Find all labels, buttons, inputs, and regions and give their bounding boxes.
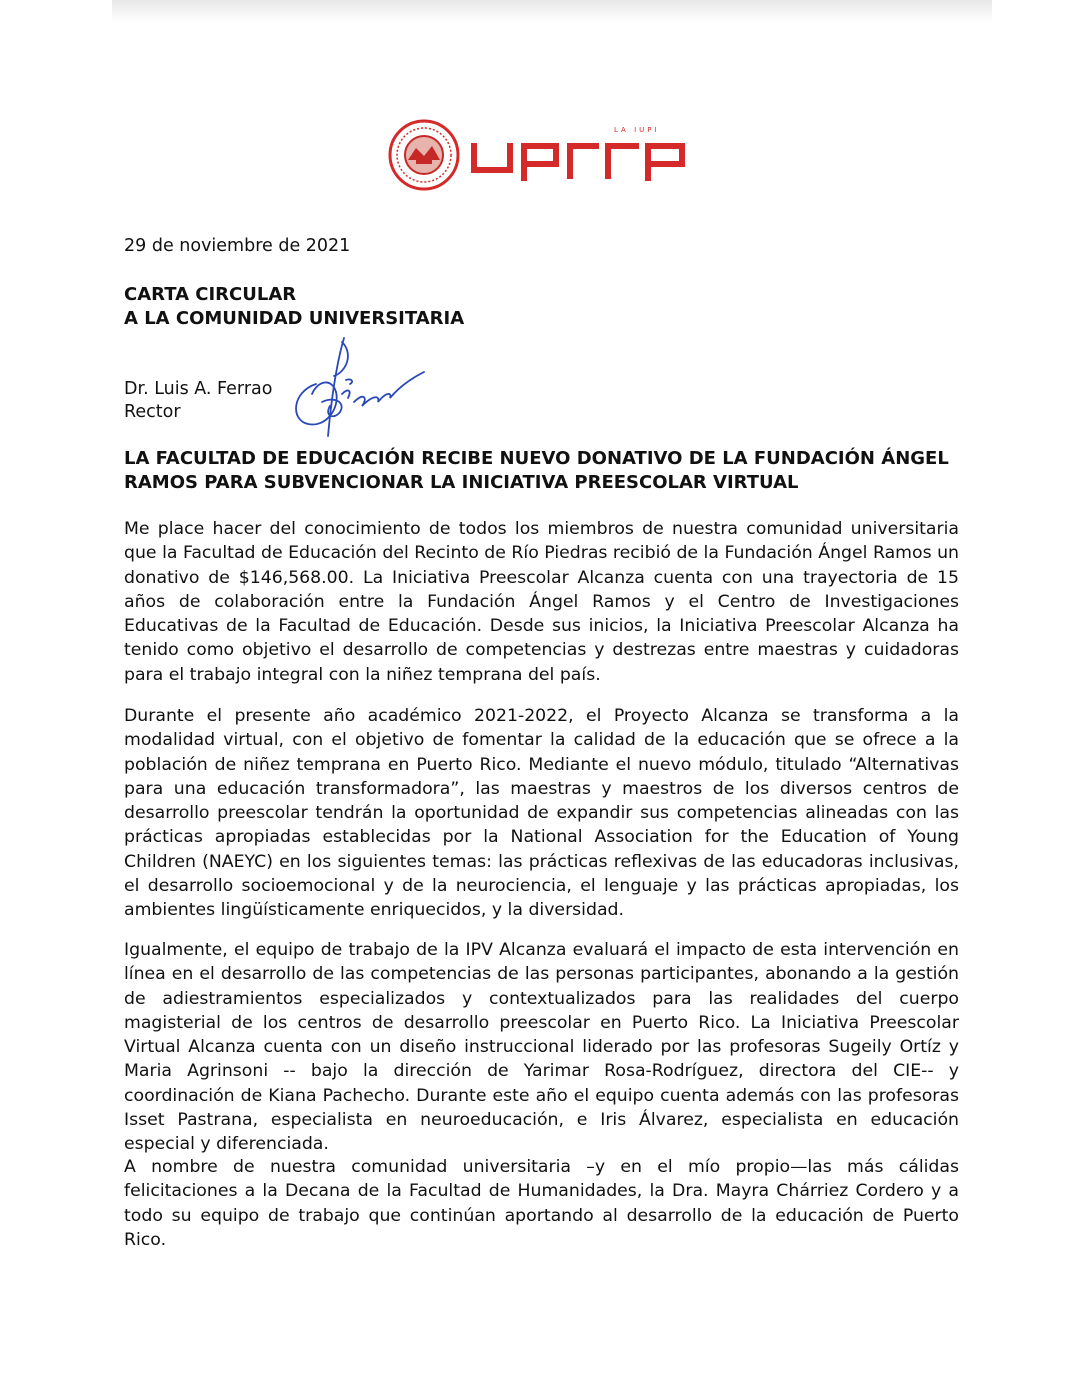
title-line-1: CARTA CIRCULAR	[124, 284, 297, 305]
svg-text:LA IUPI: LA IUPI	[614, 126, 660, 134]
body-paragraph: Durante el presente año académico 2021-2022, el Proyecto Alcanza se transforma a la modalidad virtual, con el objetivo de fomentar la calidad de la educación que se ofrece a la población de niñez temprana en Puerto Rico. Mediante el nuevo módulo, titulado “Alternativas para una educación transformadora”, las maestras y maestros de los diversos centros de desarrollo preescolar tendrán la oportunidad de expandir sus competencias alineadas con las prácticas apropiadas establecidas por la National Association for the Education of Young Children (NAEYC) en los siguientes temas: las prácticas reflexivas de las educadoras inclusivas, el desarrollo socioemocional y de la neurociencia, el lenguaje y las prácticas apropiadas, los ambientes lingüísticamente enriquecidos, y la diversidad.	[124, 706, 959, 921]
body-paragraph: Me place hacer del conocimiento de todos los miembros de nuestra comunidad universitaria que la Facultad de Educación del Recinto de Río Piedras recibió de la Fundación Ángel Ramos un donativo de $146,568.00. La Iniciativa Preescolar Alcanza cuenta con una trayectoria de 15 años de colaboración entre la Fundación Ángel Ramos y el Centro de Investigaciones Educativas de la Facultad de Educación. Desde sus inicios, la Iniciativa Preescolar Alcanza ha tenido como objetivo el desarrollo de competencias y destrezas entre maestras y cuidadoras para el trabajo integral con la niñez temprana del país.	[124, 519, 959, 685]
title-line-2: A LA COMUNIDAD UNIVERSITARIA	[124, 308, 465, 329]
letter-date: 29 de noviembre de 2021	[124, 236, 351, 256]
scan-artifact	[112, 0, 992, 22]
letter-title	[124, 283, 464, 331]
sender-name: Dr. Luis A. Ferrao	[124, 379, 273, 399]
letter-headline: LA FACULTAD DE EDUCACIÓN RECIBE NUEVO DONATIVO DE LA FUNDACIÓN ÁNGEL RAMOS PARA SUBVENCIONAR LA INICIATIVA PREESCOLAR VIRTUAL	[124, 448, 949, 493]
body-paragraph: A nombre de nuestra comunidad universitaria –y en el mío propio—las más cálidas felicitaciones a la Decana de la Facultad de Humanidades, la Dra. Mayra Chárriez Cordero y a todo su equipo de trabajo que continúan aportando al desarrollo de la educación de Puerto Rico.	[124, 1157, 959, 1250]
uprrp-logo	[386, 118, 706, 192]
handwritten-signature	[282, 332, 432, 444]
sender-block	[124, 378, 272, 424]
sender-role: Rector	[124, 402, 181, 422]
body-paragraph: Igualmente, el equipo de trabajo de la IPV Alcanza evaluará el impacto de esta intervención en línea en el desarrollo de las competencias de las personas participantes, abonando a la gestión de adiestramientos especializados y contextualizados para las realidades del cuerpo magisterial de los centros de desarrollo preescolar en Puerto Rico. La Iniciativa Preescolar Virtual Alcanza cuenta con un diseño instruccional liderado por las profesoras Sugeily Ortíz y Maria Agrinsoni -- bajo la dirección de Yarimar Rosa-Rodríguez, directora del CIE-- y coordinación de Kiana Pachecho. Durante este año el equipo cuenta además con las profesoras Isset Pastrana, especialista en neuroeducación, e Iris Álvarez, especialista en educación especial y diferenciada.	[124, 940, 959, 1155]
